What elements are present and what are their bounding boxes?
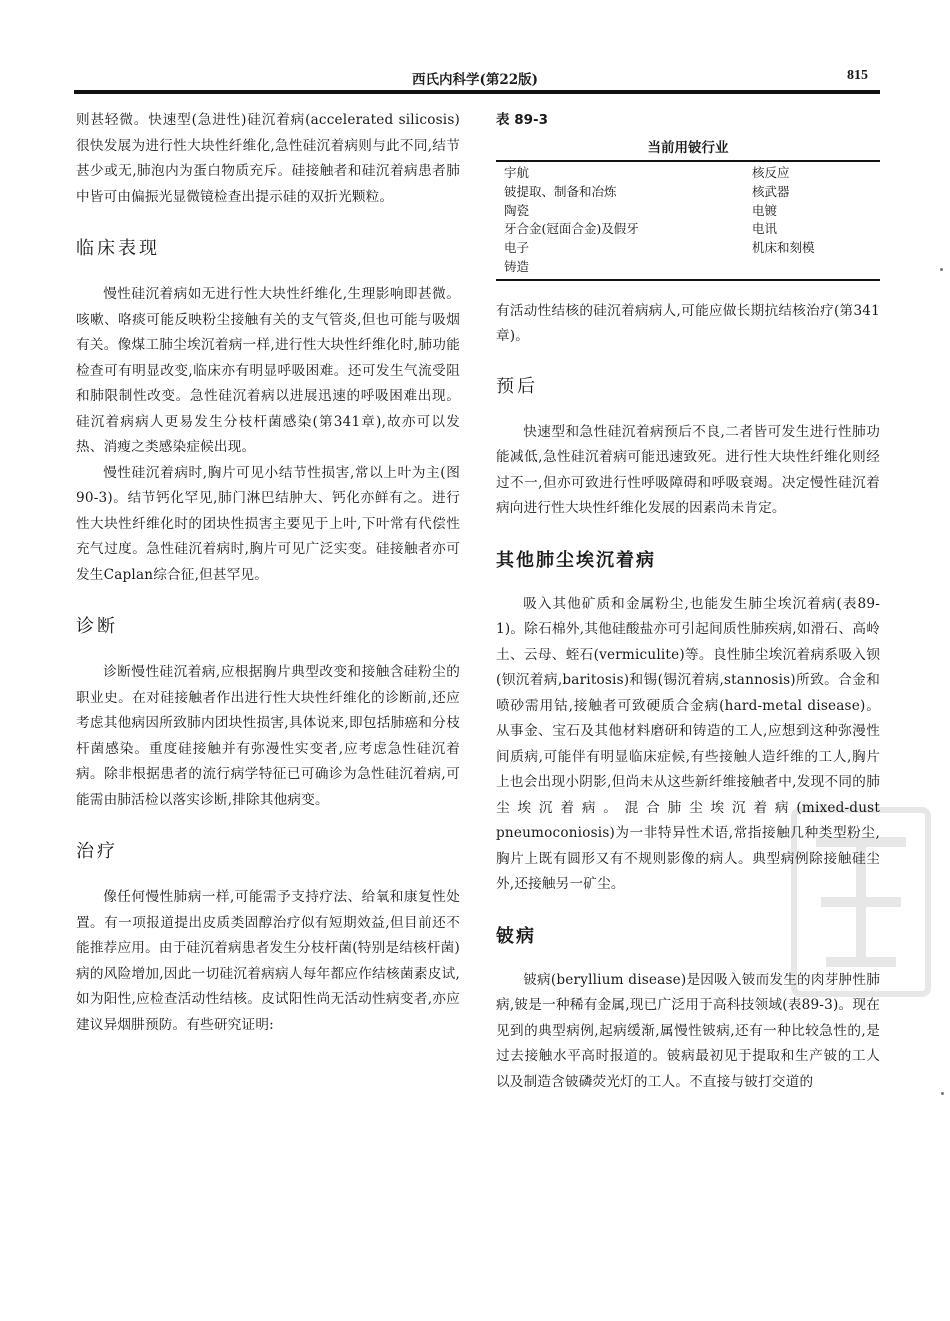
running-title: 西氏内科学(第22版) [411, 72, 539, 88]
diagnosis-paragraph: 诊断慢性硅沉着病,应根据胸片典型改变和接触含硅粉尘的职业史。在对硅接触者作出进行性大块性纤维化的诊断前,还应考虑其他病因所致肺内团块性损害,具体说来,即包括肺癌和分枝杆菌感染。重度硅接触并有弥漫性实变者,应考虑急性硅沉着病。除非根据患者的流行病学特征已可确诊为急性硅沉着病,可能需由肺活检以落实诊断,排除其他病变。 [76, 664, 460, 808]
table-item: 机床和刻模 [752, 240, 815, 256]
section-heading-diagnosis: 诊断 [76, 616, 118, 637]
section-heading-other-pneumoconiosis: 其他肺尘埃沉着病 [496, 549, 656, 571]
table-item: 牙合金(冠面合金)及假牙 [504, 221, 639, 237]
table-item: 陶瓷 [504, 202, 530, 218]
other-pneumoconiosis-paragraph: 吸入其他矿质和金属粉尘,也能发生肺尘埃沉着病(表89-1)。除石棉外,其他硅酸盐亦可引起间质性肺疾病,如滑石、高岭土、云母、蛭石(vermiculite)等。良性肺尘埃沉着病系吸入钡(钡沉着病,baritosis)和锡(锡沉着病,stannosis)所致。合金和喷砂需用钴,接触者可致硬质合金病(hard-metal disease)。从事金、宝石及其他材料磨研和铸造的工人,应想到这种弥漫性间质病,可能伴有明显临床症候,有些接触人造纤维的工人,胸片上也会出现小阴影,但尚未从这些新纤维接触者中,发现不同的肺尘埃沉着病。混合肺尘埃沉着病(mixed-dust pneumoconiosis)为一非特异性术语,常指接触几种类型粉尘,胸片上既有圆形又有不规则影像的病人。典型病例除接触硅尘外,还接触另一矿尘。 [496, 595, 880, 893]
section-heading-clinical: 临床表现 [76, 238, 160, 259]
table-left-column [504, 164, 752, 277]
table-item: 电讯 [752, 221, 778, 237]
continuation-paragraph: 有活动性结核的硅沉着病病人,可能应做长期抗结核治疗(第341章)。 [496, 302, 880, 345]
section-heading-prognosis: 预后 [496, 375, 538, 397]
table-title: 当前用铍行业 [647, 140, 729, 156]
table-item: 宇航 [504, 165, 530, 180]
section-heading-treatment: 治疗 [76, 841, 118, 862]
clinical-paragraph-1: 慢性硅沉着病如无进行性大块性纤维化,生理影响即甚微。咳嗽、咯痰可能反映粉尘接触有关的支气管炎,但也可能与吸烟有关。像煤工肺尘埃沉着病一样,进行性大块性纤维化时,肺功能检查可有明显改变,临床亦有明显呼吸困难。还可发生气流受阻和肺限制性改变。急性硅沉着病以进展迅速的呼吸困难出现。硅沉着病病人更易发生分枝杆菌感染(第341章),故亦可以发热、消瘦之类感染症候出现。 [76, 286, 460, 455]
table-right-column [752, 164, 872, 277]
treatment-paragraph: 像任何慢性肺病一样,可能需予支持疗法、给氧和康复性处置。有一项报道提出皮质类固醇治疗似有短期效益,但目前还不能推荐应用。由于硅沉着病患者发生分枝杆菌(特别是结核杆菌)病的风险增加,因此一切硅沉着病病人每年都应作结核菌素皮试,如为阳性,应检查活动性结核。皮试阳性尚无活动性病变者,亦应建议异烟肼预防。有些研究证明: [76, 889, 460, 1033]
margin-speck [940, 268, 943, 271]
left-column [76, 108, 460, 1038]
table-89-3 [496, 108, 880, 281]
table-id: 表 89-3 [496, 112, 548, 128]
table-item: 核武器 [752, 183, 790, 199]
table-bottom-rule [496, 279, 880, 281]
page-number: 815 [847, 68, 868, 83]
table-body [496, 162, 880, 277]
running-head [78, 66, 872, 88]
table-item: 核反应 [752, 165, 790, 180]
section-heading-berylliosis: 铍病 [496, 925, 536, 947]
header-rule [74, 90, 880, 94]
clinical-paragraph-2: 慢性硅沉着病时,胸片可见小结节性损害,常以上叶为主(图90-3)。结节钙化罕见,肺门淋巴结肿大、钙化亦鲜有之。进行性大块性纤维化时的团块性损害主要见于上叶,下叶常有代偿性充气过度。急性硅沉着病时,胸片可见广泛实变。硅接触者亦可发生Caplan综合征,但甚罕见。 [76, 464, 460, 583]
table-item: 铍提取、制备和冶炼 [504, 183, 617, 199]
table-item: 铸造 [504, 258, 530, 274]
margin-speck [941, 1092, 944, 1095]
intro-paragraph: 则甚轻微。快速型(急进性)硅沉着病(accelerated silicosis)很快发展为进行性大块性纤维化,急性硅沉着病则与此不同,结节甚少或无,肺泡内为蛋白物质充斥。硅接触者和硅沉着病患者肺中皆可由偏振光显微镜检查出提示硅的双折光颗粒。 [76, 112, 460, 205]
table-item: 电子 [504, 240, 530, 256]
right-column [496, 108, 880, 1095]
berylliosis-paragraph: 铍病(beryllium disease)是因吸入铍而发生的肉芽肿性肺病,铍是一种稀有金属,现已广泛用于高科技领域(表89-3)。现在见到的典型病例,起病缓渐,属慢性铍病,还有一种比较急性的,是过去接触水平高时报道的。铍病最初见于提取和生产铍的工人以及制造含铍磷荧光灯的工人。不直接与铍打交道的 [496, 971, 880, 1090]
prognosis-paragraph: 快速型和急性硅沉着病预后不良,二者皆可发生进行性肺功能减低,急性硅沉着病可能迅速致死。进行性大块性纤维化则经过不一,但亦可致进行性呼吸障碍和呼吸衰竭。决定慢性硅沉着病向进行性大块性纤维化发展的因素尚未肯定。 [496, 423, 880, 517]
table-item: 电镀 [752, 202, 778, 218]
